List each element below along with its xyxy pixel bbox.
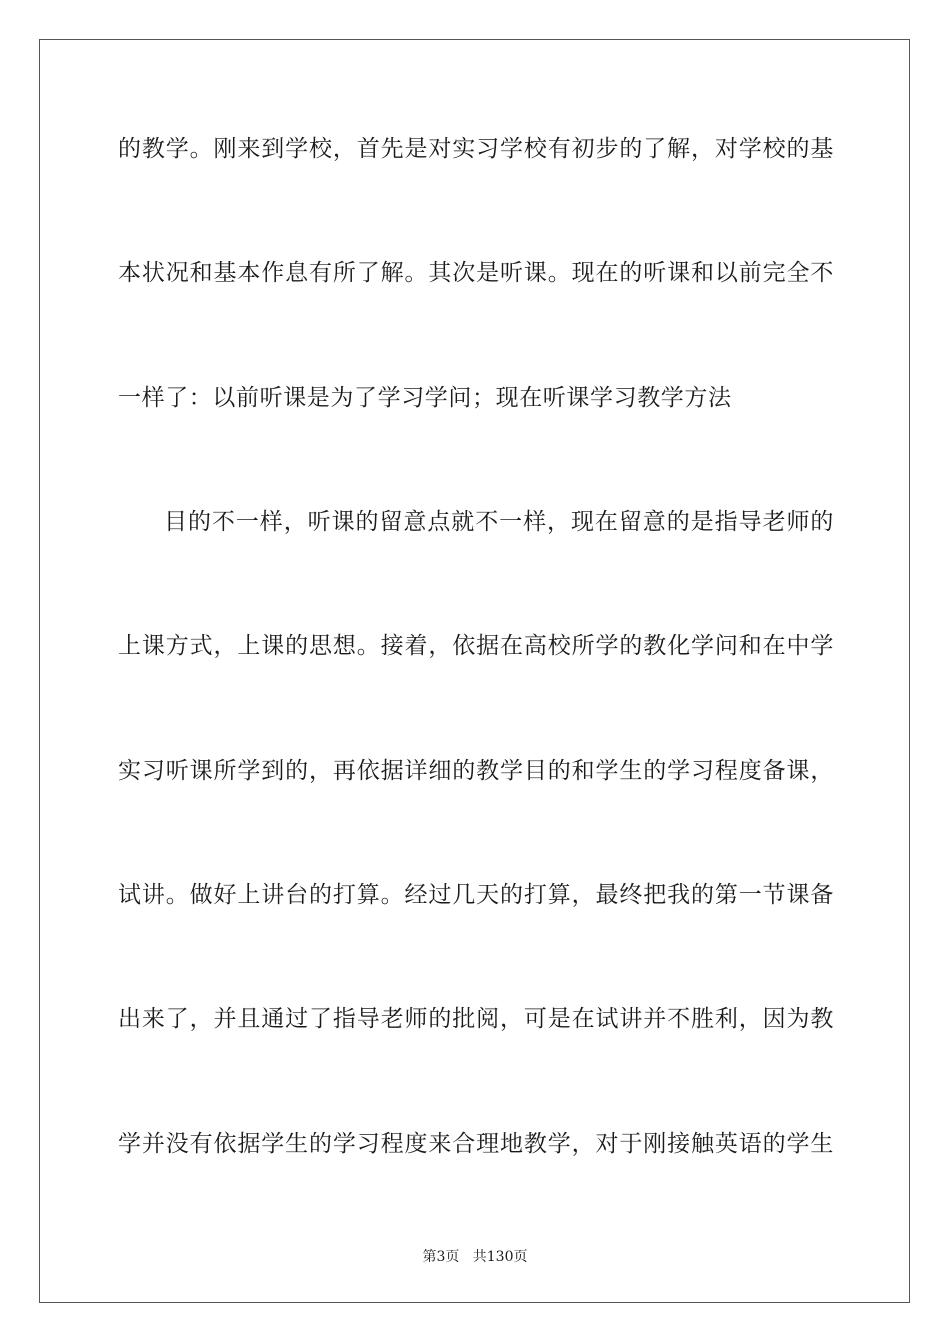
text-line-9: 学并没有依据学生的学习程度来合理地教学，对于刚接触英语的学生 <box>118 1131 834 1157</box>
text-line-3: 一样了：以前听课是为了学习学问；现在听课学习教学方法 <box>118 385 732 411</box>
text-line-1: 的教学。刚来到学校，首先是对实习学校有初步的了解，对学校的基 <box>118 136 834 162</box>
page-border <box>39 39 910 1303</box>
text-line-2: 本状况和基本作息有所了解。其次是听课。现在的听课和以前完全不 <box>118 260 834 286</box>
text-line-7: 试讲。做好上讲台的打算。经过几天的打算，最终把我的第一节课备 <box>118 882 834 908</box>
text-line-4-paragraph-start: 目的不一样，听课的留意点就不一样，现在留意的是指导老师的 <box>164 509 834 535</box>
text-line-5: 上课方式，上课的思想。接着，依据在高校所学的教化学问和在中学 <box>118 633 834 659</box>
text-line-8: 出来了，并且通过了指导老师的批阅，可是在试讲并不胜利，因为教 <box>118 1006 834 1032</box>
text-line-6: 实习听课所学到的，再依据详细的教学目的和学生的学习程度备课， <box>118 758 834 784</box>
page-number-footer: 第3页 共130页 <box>422 1249 528 1265</box>
